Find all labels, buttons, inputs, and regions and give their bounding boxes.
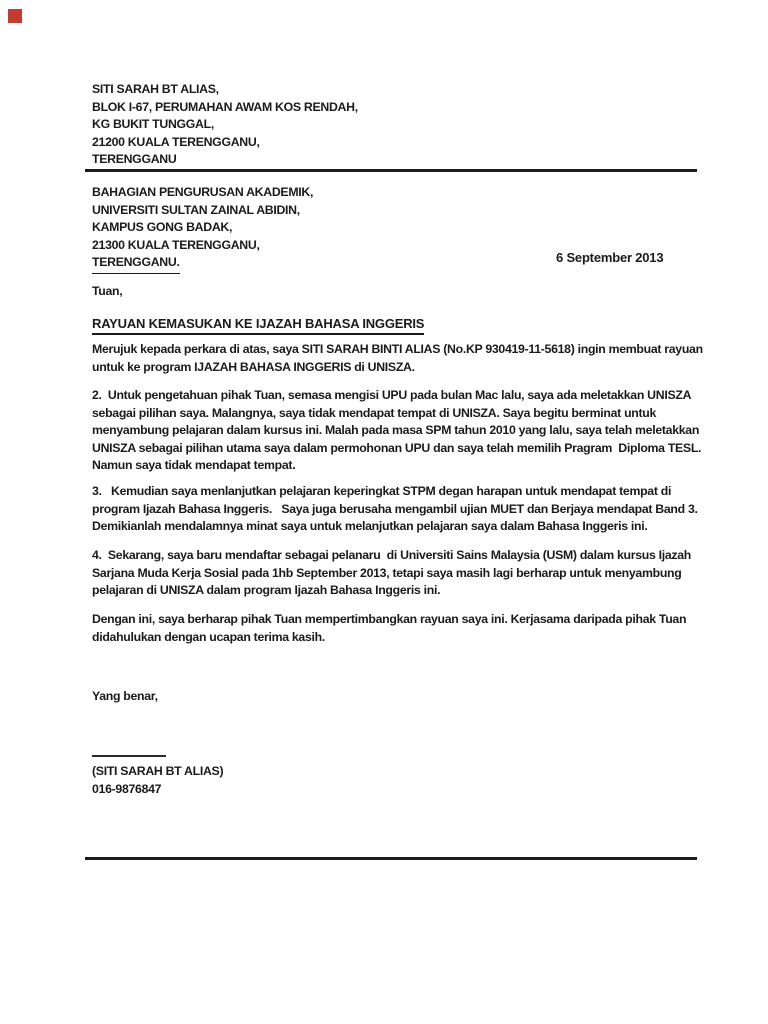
signature-phone: 016-9876847: [92, 781, 162, 796]
text-line: 21300 KUALA TERENGGANU,: [92, 237, 260, 252]
separator-line-bottom: [85, 857, 697, 860]
text-line: Sarjana Muda Kerja Sosial pada 1hb September 2013, tetapi saya masih lagi berharap untuk menyambung: [92, 565, 682, 580]
paragraph-1: [92, 341, 703, 376]
signature-rule: [92, 755, 166, 757]
paragraph-5: [92, 611, 686, 646]
text-line: Dengan ini, saya berharap pihak Tuan mempertimbangkan rayuan saya ini. Kerjasama daripada pihak Tuan: [92, 612, 687, 626]
text-line: BAHAGIAN PENGURUSAN AKADEMIK,: [92, 185, 314, 199]
signature-block: [92, 763, 223, 798]
text-line: Demikianlah mendalamnya minat saya untuk melanjutkan pelajaran saya dalam Bahasa Inggeris ini.: [92, 519, 648, 533]
recipient-address: [92, 184, 313, 274]
text-line: UNIVERSITI SULTAN ZAINAL ABIDIN,: [92, 202, 300, 217]
letter-date: 6 September 2013: [556, 250, 664, 265]
recipient-address-last-line: [92, 254, 313, 274]
text-line: 4. Sekarang, saya baru mendaftar sebagai pelanaru di Universiti Sains Malaysia (USM) dalam kursus Ijazah: [92, 548, 691, 562]
subject-line: [92, 315, 424, 335]
corner-mark: [8, 9, 22, 23]
closing-salutation: Yang benar,: [92, 689, 158, 703]
text-line: Merujuk kepada perkara di atas, saya SITI SARAH BINTI ALIAS (No.KP 930419-11-5618) ingin membuat rayuan: [92, 342, 703, 356]
signature-name: (SITI SARAH BT ALIAS): [92, 764, 224, 778]
separator-line-top: [85, 169, 697, 172]
text-line: KAMPUS GONG BADAK,: [92, 220, 233, 234]
recipient-address-lines: [92, 184, 313, 254]
text-line: sebagai pilihan saya. Malangnya, saya tidak mendapat tempat di UNISZA. Saya begitu berminat untuk: [92, 405, 657, 420]
recipient-state-underlined: TERENGGANU.: [92, 254, 180, 274]
paragraph-2: [92, 387, 701, 475]
text-line: menyambung pelajaran dalam kursus ini. Malah pada masa SPM tahun 2010 yang lalu, saya telah meletakkan: [92, 423, 700, 437]
text-line: KG BUKIT TUNGGAL,: [92, 117, 214, 131]
paragraph-4: [92, 547, 691, 600]
paragraph-3: [92, 483, 698, 536]
text-line: 21200 KUALA TERENGGANU,: [92, 134, 260, 149]
text-line: didahulukan dengan ucapan terima kasih.: [92, 629, 325, 644]
sender-address: [92, 81, 358, 169]
subject-text: RAYUAN KEMASUKAN KE IJAZAH BAHASA INGGERIS: [92, 316, 424, 335]
text-line: 2. Untuk pengetahuan pihak Tuan, semasa mengisi UPU pada bulan Mac lalu, saya ada meletakkan UNISZA: [92, 388, 692, 402]
text-line: untuk ke program IJAZAH BAHASA INGGERIS di UNISZA.: [92, 359, 415, 374]
text-line: BLOK I-67, PERUMAHAN AWAM KOS RENDAH,: [92, 99, 358, 114]
text-line: TERENGGANU: [92, 152, 177, 166]
text-line: UNISZA sebagai pilihan utama saya dalam permohonan UPU dan saya telah memilih Pragram Diploma TESL.: [92, 440, 702, 455]
text-line: 3. Kemudian saya menlanjutkan pelajaran keperingkat STPM degan harapan untuk mendapat tempat di: [92, 484, 672, 498]
text-line: pelajaran di UNISZA dalam program Ijazah Bahasa Inggeris ini.: [92, 583, 441, 597]
text-line: program Ijazah Bahasa Inggeris. Saya juga berusaha mengambil ujian MUET dan Berjaya mendapat Band 3.: [92, 501, 698, 516]
text-line: SITI SARAH BT ALIAS,: [92, 82, 219, 96]
text-line: Namun saya tidak mendapat tempat.: [92, 458, 296, 472]
salutation: Tuan,: [92, 284, 123, 298]
